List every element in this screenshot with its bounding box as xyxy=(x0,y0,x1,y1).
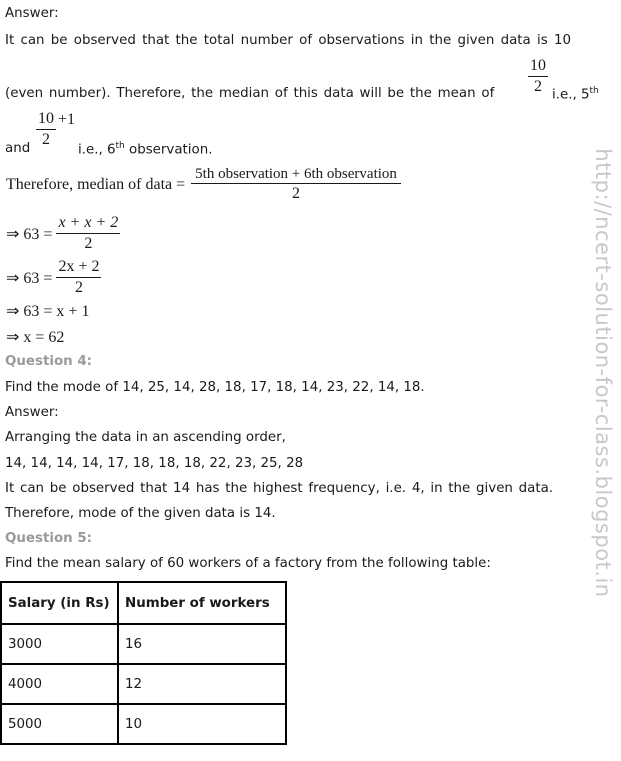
answer-line-2-tail xyxy=(552,86,599,102)
table-cell: 10 xyxy=(118,704,286,744)
question-4-label: Question 4: xyxy=(5,354,93,369)
table-row xyxy=(1,664,286,704)
table-cell: 4000 xyxy=(1,664,118,704)
table-cell: 5000 xyxy=(1,704,118,744)
ie-5-text: i.e., 5 xyxy=(552,87,590,103)
median-formula xyxy=(6,165,401,204)
step-3: ⇒ 63 = x + 1 xyxy=(6,303,90,320)
table-header-row xyxy=(1,582,286,624)
table-cell: 3000 xyxy=(1,624,118,664)
fraction-numerator: 10 xyxy=(528,57,548,77)
step-1-numerator: x + x + 2 xyxy=(56,214,120,234)
table-row xyxy=(1,624,286,664)
step-2 xyxy=(6,258,101,298)
step-2-numerator: 2x + 2 xyxy=(56,258,101,278)
fraction-numerator: 10 xyxy=(36,110,56,130)
table-cell: 16 xyxy=(118,624,286,664)
question-4-text: Find the mode of 14, 25, 14, 28, 18, 17, 18, 14, 23, 22, 14, 18. xyxy=(5,380,425,395)
salary-table xyxy=(0,581,287,745)
step-1 xyxy=(6,214,120,254)
observation-text: observation. xyxy=(129,142,213,158)
answer-4-line-4: Therefore, mode of the given data is 14. xyxy=(5,506,276,521)
question-5-text: Find the mean salary of 60 workers of a factory from the following table: xyxy=(5,556,491,571)
step-2-lhs: ⇒ 63 = xyxy=(6,270,53,287)
question-5-label: Question 5: xyxy=(5,531,93,546)
median-denominator: 2 xyxy=(292,185,301,202)
header-workers: Number of workers xyxy=(118,582,286,624)
answer-4-label: Answer: xyxy=(5,405,59,420)
plus-one: +1 xyxy=(58,111,76,128)
header-salary: Salary (in Rs) xyxy=(1,582,118,624)
ie-6-text: i.e., 6 xyxy=(78,142,116,158)
step-4: ⇒ x = 62 xyxy=(6,329,65,346)
answer-label: Answer: xyxy=(5,6,59,21)
fraction-denominator: 2 xyxy=(534,78,542,95)
answer-4-line-1: Arranging the data in an ascending order, xyxy=(5,430,286,445)
answer-line-3-tail xyxy=(78,141,212,157)
ordinal-th: th xyxy=(589,86,599,96)
table-cell: 12 xyxy=(118,664,286,704)
fraction-10-over-2-plus-1 xyxy=(36,110,75,150)
watermark-text: http://ncert-solution-for-class.blogspot.in xyxy=(591,148,615,598)
median-numerator: 5th observation + 6th observation xyxy=(191,165,401,184)
answer-4-line-2: 14, 14, 14, 14, 17, 18, 18, 18, 22, 23, 25, 28 xyxy=(5,456,304,471)
and-text: and xyxy=(5,141,31,156)
fraction-denominator: 2 xyxy=(42,131,50,148)
answer-line-2: (even number). Therefore, the median of this data will be the mean of xyxy=(5,86,495,101)
fraction-10-over-2 xyxy=(528,57,548,97)
median-lhs: Therefore, median of data = xyxy=(6,175,186,193)
answer-line-1: It can be observed that the total number of observations in the given data is 10 xyxy=(5,33,571,48)
table-row xyxy=(1,704,286,744)
step-1-denominator: 2 xyxy=(84,235,93,252)
step-2-denominator: 2 xyxy=(74,279,83,296)
answer-4-line-3: It can be observed that 14 has the highest frequency, i.e. 4, in the given data. xyxy=(5,481,554,496)
ordinal-th: th xyxy=(115,141,125,151)
step-1-lhs: ⇒ 63 = xyxy=(6,226,53,243)
